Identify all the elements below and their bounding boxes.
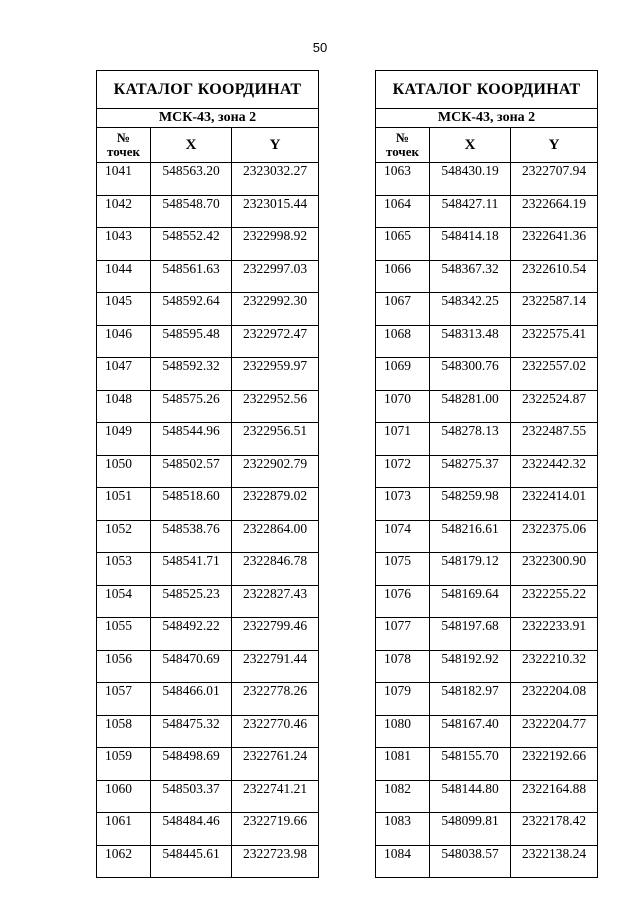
y-coordinate-cell: 2322778.26 xyxy=(232,683,319,716)
table-row xyxy=(376,195,598,228)
table-row xyxy=(97,845,319,878)
x-coordinate-cell: 548484.46 xyxy=(151,813,232,846)
y-coordinate-cell: 2322442.32 xyxy=(511,455,598,488)
table-row xyxy=(376,423,598,456)
x-coordinate-cell: 548197.68 xyxy=(430,618,511,651)
y-coordinate-cell: 2322761.24 xyxy=(232,748,319,781)
y-coordinate-cell: 2322827.43 xyxy=(232,585,319,618)
y-coordinate-cell: 2322204.08 xyxy=(511,683,598,716)
catalog-zone: МСК-43, зона 2 xyxy=(97,109,319,128)
point-number-cell: 1069 xyxy=(376,358,430,391)
y-coordinate-cell: 2322164.88 xyxy=(511,780,598,813)
coordinate-catalog-table-right xyxy=(375,70,598,878)
point-number-cell: 1062 xyxy=(97,845,151,878)
table-row xyxy=(97,293,319,326)
x-coordinate-cell: 548275.37 xyxy=(430,455,511,488)
point-number-cell: 1068 xyxy=(376,325,430,358)
x-coordinate-cell: 548544.96 xyxy=(151,423,232,456)
point-number-cell: 1057 xyxy=(97,683,151,716)
x-coordinate-cell: 548492.22 xyxy=(151,618,232,651)
table-row xyxy=(376,325,598,358)
point-number-cell: 1063 xyxy=(376,163,430,196)
point-number-cell: 1056 xyxy=(97,650,151,683)
point-number-cell: 1041 xyxy=(97,163,151,196)
x-header: X xyxy=(151,128,232,163)
y-header: Y xyxy=(511,128,598,163)
x-coordinate-cell: 548281.00 xyxy=(430,390,511,423)
table-row xyxy=(97,553,319,586)
x-coordinate-cell: 548541.71 xyxy=(151,553,232,586)
y-coordinate-cell: 2322879.02 xyxy=(232,488,319,521)
point-number-cell: 1074 xyxy=(376,520,430,553)
table-row xyxy=(376,260,598,293)
x-coordinate-cell: 548525.23 xyxy=(151,585,232,618)
x-coordinate-cell: 548259.98 xyxy=(430,488,511,521)
table-row xyxy=(376,293,598,326)
y-coordinate-cell: 2322487.55 xyxy=(511,423,598,456)
point-number-cell: 1054 xyxy=(97,585,151,618)
table-row xyxy=(376,163,598,196)
y-coordinate-cell: 2322846.78 xyxy=(232,553,319,586)
x-coordinate-cell: 548518.60 xyxy=(151,488,232,521)
x-coordinate-cell: 548278.13 xyxy=(430,423,511,456)
point-number-cell: 1067 xyxy=(376,293,430,326)
point-number-cell: 1044 xyxy=(97,260,151,293)
table-row xyxy=(376,520,598,553)
table-row xyxy=(376,455,598,488)
y-coordinate-cell: 2322524.87 xyxy=(511,390,598,423)
x-coordinate-cell: 548313.48 xyxy=(430,325,511,358)
y-coordinate-cell: 2322664.19 xyxy=(511,195,598,228)
point-number-header-line2: точек xyxy=(386,144,419,159)
x-coordinate-cell: 548552.42 xyxy=(151,228,232,261)
table-row xyxy=(97,163,319,196)
y-coordinate-cell: 2322741.21 xyxy=(232,780,319,813)
point-number-cell: 1064 xyxy=(376,195,430,228)
table-row xyxy=(97,195,319,228)
x-coordinate-cell: 548167.40 xyxy=(430,715,511,748)
y-coordinate-cell: 2322864.00 xyxy=(232,520,319,553)
y-coordinate-cell: 2322952.56 xyxy=(232,390,319,423)
x-coordinate-cell: 548561.63 xyxy=(151,260,232,293)
x-coordinate-cell: 548595.48 xyxy=(151,325,232,358)
y-coordinate-cell: 2322959.97 xyxy=(232,358,319,391)
point-number-cell: 1046 xyxy=(97,325,151,358)
y-coordinate-cell: 2322210.32 xyxy=(511,650,598,683)
table-row xyxy=(97,650,319,683)
point-number-cell: 1077 xyxy=(376,618,430,651)
point-number-cell: 1048 xyxy=(97,390,151,423)
table-row xyxy=(97,585,319,618)
table-row xyxy=(376,553,598,586)
table-row xyxy=(97,780,319,813)
point-number-cell: 1075 xyxy=(376,553,430,586)
table-row xyxy=(97,520,319,553)
y-coordinate-cell: 2322375.06 xyxy=(511,520,598,553)
y-coordinate-cell: 2322998.92 xyxy=(232,228,319,261)
y-coordinate-cell: 2322992.30 xyxy=(232,293,319,326)
x-coordinate-cell: 548414.18 xyxy=(430,228,511,261)
x-coordinate-cell: 548427.11 xyxy=(430,195,511,228)
x-header: X xyxy=(430,128,511,163)
page-number: 50 xyxy=(312,40,328,55)
point-number-cell: 1079 xyxy=(376,683,430,716)
point-number-cell: 1058 xyxy=(97,715,151,748)
x-coordinate-cell: 548498.69 xyxy=(151,748,232,781)
point-number-cell: 1042 xyxy=(97,195,151,228)
table-row xyxy=(97,390,319,423)
point-number-cell: 1072 xyxy=(376,455,430,488)
point-number-cell: 1059 xyxy=(97,748,151,781)
table-body xyxy=(97,163,319,878)
x-coordinate-cell: 548548.70 xyxy=(151,195,232,228)
table-row xyxy=(376,845,598,878)
catalog-title: КАТАЛОГ КООРДИНАТ xyxy=(97,71,319,109)
y-coordinate-cell: 2322799.46 xyxy=(232,618,319,651)
table-row xyxy=(97,813,319,846)
table-row xyxy=(376,683,598,716)
y-coordinate-cell: 2322138.24 xyxy=(511,845,598,878)
x-coordinate-cell: 548503.37 xyxy=(151,780,232,813)
point-number-header xyxy=(97,128,151,163)
point-number-cell: 1081 xyxy=(376,748,430,781)
table-row xyxy=(376,390,598,423)
y-coordinate-cell: 2322641.36 xyxy=(511,228,598,261)
point-number-cell: 1047 xyxy=(97,358,151,391)
y-coordinate-cell: 2322233.91 xyxy=(511,618,598,651)
point-number-cell: 1078 xyxy=(376,650,430,683)
point-number-cell: 1070 xyxy=(376,390,430,423)
x-coordinate-cell: 548592.32 xyxy=(151,358,232,391)
x-coordinate-cell: 548144.80 xyxy=(430,780,511,813)
point-number-cell: 1082 xyxy=(376,780,430,813)
y-header: Y xyxy=(232,128,319,163)
coordinate-catalog-table-left xyxy=(96,70,319,878)
x-coordinate-cell: 548563.20 xyxy=(151,163,232,196)
y-coordinate-cell: 2322178.42 xyxy=(511,813,598,846)
table-row xyxy=(376,748,598,781)
table-row xyxy=(376,715,598,748)
table-row xyxy=(97,358,319,391)
x-coordinate-cell: 548192.92 xyxy=(430,650,511,683)
x-coordinate-cell: 548179.12 xyxy=(430,553,511,586)
table-row xyxy=(97,683,319,716)
x-coordinate-cell: 548502.57 xyxy=(151,455,232,488)
y-coordinate-cell: 2322902.79 xyxy=(232,455,319,488)
y-coordinate-cell: 2323032.27 xyxy=(232,163,319,196)
point-number-cell: 1049 xyxy=(97,423,151,456)
catalog-title: КАТАЛОГ КООРДИНАТ xyxy=(376,71,598,109)
x-coordinate-cell: 548099.81 xyxy=(430,813,511,846)
x-coordinate-cell: 548475.32 xyxy=(151,715,232,748)
point-number-cell: 1055 xyxy=(97,618,151,651)
point-number-cell: 1071 xyxy=(376,423,430,456)
x-coordinate-cell: 548470.69 xyxy=(151,650,232,683)
y-coordinate-cell: 2322770.46 xyxy=(232,715,319,748)
y-coordinate-cell: 2322997.03 xyxy=(232,260,319,293)
table-row xyxy=(97,748,319,781)
point-number-cell: 1080 xyxy=(376,715,430,748)
table-row xyxy=(376,618,598,651)
point-number-cell: 1050 xyxy=(97,455,151,488)
y-coordinate-cell: 2322255.22 xyxy=(511,585,598,618)
x-coordinate-cell: 548300.76 xyxy=(430,358,511,391)
y-coordinate-cell: 2322972.47 xyxy=(232,325,319,358)
x-coordinate-cell: 548155.70 xyxy=(430,748,511,781)
x-coordinate-cell: 548038.57 xyxy=(430,845,511,878)
point-number-cell: 1076 xyxy=(376,585,430,618)
x-coordinate-cell: 548342.25 xyxy=(430,293,511,326)
y-coordinate-cell: 2322557.02 xyxy=(511,358,598,391)
table-row xyxy=(97,488,319,521)
point-number-cell: 1053 xyxy=(97,553,151,586)
table-row xyxy=(376,488,598,521)
table-row xyxy=(376,780,598,813)
point-number-header-line1: № xyxy=(395,130,410,145)
point-number-cell: 1066 xyxy=(376,260,430,293)
table-row xyxy=(97,618,319,651)
table-row xyxy=(376,228,598,261)
point-number-cell: 1061 xyxy=(97,813,151,846)
point-number-header-line1: № xyxy=(116,130,131,145)
x-coordinate-cell: 548182.97 xyxy=(430,683,511,716)
y-coordinate-cell: 2322791.44 xyxy=(232,650,319,683)
table-row xyxy=(97,715,319,748)
y-coordinate-cell: 2322204.77 xyxy=(511,715,598,748)
table-row xyxy=(97,423,319,456)
catalog-zone: МСК-43, зона 2 xyxy=(376,109,598,128)
point-number-cell: 1045 xyxy=(97,293,151,326)
y-coordinate-cell: 2322300.90 xyxy=(511,553,598,586)
x-coordinate-cell: 548367.32 xyxy=(430,260,511,293)
y-coordinate-cell: 2323015.44 xyxy=(232,195,319,228)
y-coordinate-cell: 2322723.98 xyxy=(232,845,319,878)
point-number-cell: 1083 xyxy=(376,813,430,846)
table-row xyxy=(97,260,319,293)
table-row xyxy=(97,455,319,488)
table-row xyxy=(376,585,598,618)
point-number-cell: 1052 xyxy=(97,520,151,553)
y-coordinate-cell: 2322610.54 xyxy=(511,260,598,293)
column-headers xyxy=(97,128,319,163)
point-number-cell: 1065 xyxy=(376,228,430,261)
y-coordinate-cell: 2322719.66 xyxy=(232,813,319,846)
point-number-cell: 1051 xyxy=(97,488,151,521)
y-coordinate-cell: 2322707.94 xyxy=(511,163,598,196)
y-coordinate-cell: 2322956.51 xyxy=(232,423,319,456)
point-number-cell: 1084 xyxy=(376,845,430,878)
x-coordinate-cell: 548466.01 xyxy=(151,683,232,716)
table-row xyxy=(97,325,319,358)
table-row xyxy=(376,813,598,846)
x-coordinate-cell: 548216.61 xyxy=(430,520,511,553)
x-coordinate-cell: 548169.64 xyxy=(430,585,511,618)
y-coordinate-cell: 2322192.66 xyxy=(511,748,598,781)
point-number-cell: 1073 xyxy=(376,488,430,521)
table-row xyxy=(97,228,319,261)
column-headers xyxy=(376,128,598,163)
table-row xyxy=(376,358,598,391)
point-number-cell: 1043 xyxy=(97,228,151,261)
y-coordinate-cell: 2322575.41 xyxy=(511,325,598,358)
x-coordinate-cell: 548592.64 xyxy=(151,293,232,326)
point-number-header xyxy=(376,128,430,163)
table-row xyxy=(376,650,598,683)
x-coordinate-cell: 548575.26 xyxy=(151,390,232,423)
x-coordinate-cell: 548445.61 xyxy=(151,845,232,878)
y-coordinate-cell: 2322587.14 xyxy=(511,293,598,326)
point-number-header-line2: точек xyxy=(107,144,140,159)
table-body xyxy=(376,163,598,878)
x-coordinate-cell: 548538.76 xyxy=(151,520,232,553)
y-coordinate-cell: 2322414.01 xyxy=(511,488,598,521)
point-number-cell: 1060 xyxy=(97,780,151,813)
x-coordinate-cell: 548430.19 xyxy=(430,163,511,196)
